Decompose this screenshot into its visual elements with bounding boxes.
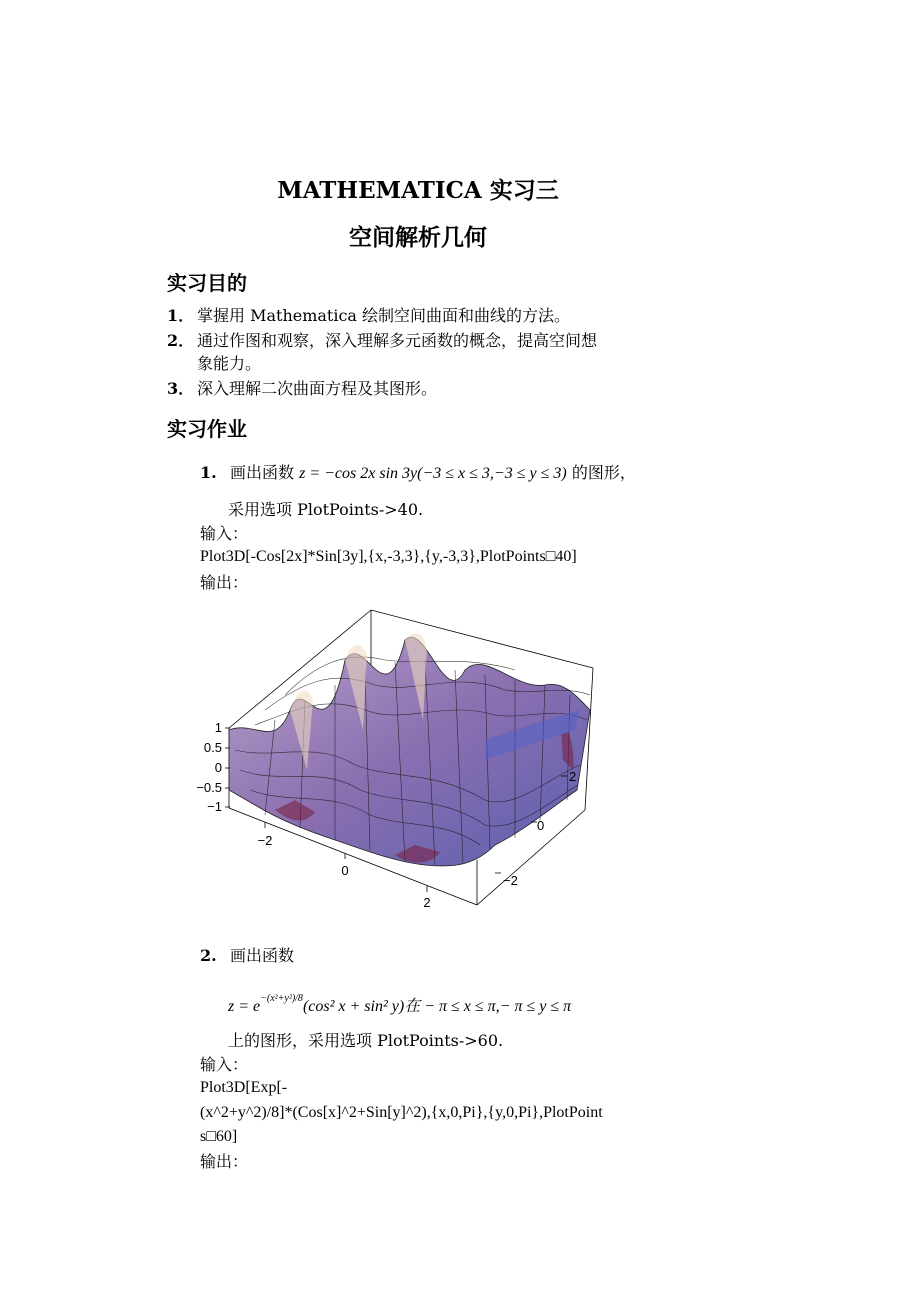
task1-code: Plot3D[-Cos[2x]*Sin[3y],{x,-3,3},{y,-3,3},PlotPoints□40] [200, 548, 577, 565]
task-prefix: 画出函数 [230, 946, 295, 965]
purpose-item-2 [167, 330, 597, 352]
z-tick-label: −0.5 [196, 780, 222, 795]
task2-input-label: 输入： [200, 1055, 249, 1074]
x-tick-label: 2 [423, 895, 431, 910]
formula-rhs: (cos² x + sin² y)在 − π ≤ x ≤ π,− π ≤ y ≤ π [302, 998, 572, 1015]
page-title: MATHEMATICA 实习三 [277, 177, 559, 204]
page-subtitle: 空间解析几何 [349, 225, 487, 251]
item-number: 3． [167, 379, 195, 398]
task2-line [200, 945, 294, 967]
formula-exponent: −(x²+y²)/8 [260, 992, 303, 1004]
task2-code-line: s□60] [200, 1128, 238, 1145]
formula-lhs: z = e [228, 998, 261, 1015]
purpose-item-1 [167, 305, 570, 327]
task1-output-label: 输出： [200, 573, 249, 592]
item-text: 深入理解二次曲面方程及其图形。 [197, 379, 438, 398]
task1-input-label: 输入： [200, 524, 249, 543]
z-tick-label: 0.5 [203, 740, 222, 755]
task2-code-line: (x^2+y^2)/8]*(Cos[x]^2+Sin[y]^2),{x,0,Pi},{y,0,Pi},PlotPoint [200, 1104, 603, 1121]
x-tick-label: −2 [257, 833, 273, 848]
surface-plot-3d [195, 600, 605, 915]
purpose-item-3 [167, 378, 437, 400]
item-number: 2． [167, 331, 195, 350]
task-suffix: 的图形， [571, 463, 636, 482]
task-number: 1. [200, 463, 217, 482]
task-number: 2. [200, 946, 217, 965]
purpose-item-2-cont: 象能力。 [197, 354, 262, 373]
y-tick-label: 0 [537, 818, 545, 833]
task2-formula [228, 993, 571, 1016]
z-tick-label: 0 [214, 760, 222, 775]
task1-option: 采用选项 PlotPoints->40. [228, 500, 424, 519]
x-tick-label: 0 [341, 863, 349, 878]
z-tick-label: −1 [207, 799, 222, 814]
task1-formula: z = −cos 2x sin 3y(−3 ≤ x ≤ 3,−3 ≤ y ≤ 3) [299, 465, 567, 482]
section-heading-purpose: 实习目的 [167, 271, 247, 295]
task2-option: 上的图形，采用选项 PlotPoints->60. [228, 1031, 504, 1050]
item-text: 掌握用 Mathematica 绘制空间曲面和曲线的方法。 [197, 306, 571, 325]
item-text: 通过作图和观察，深入理解多元函数的概念，提高空间想 [197, 331, 598, 350]
y-tick-label: −2 [503, 873, 518, 888]
y-tick-label: 2 [569, 769, 577, 784]
task1-line [200, 462, 636, 485]
z-tick-label: 1 [214, 720, 222, 735]
task2-output-label: 输出： [200, 1152, 249, 1171]
surface-body [229, 637, 590, 866]
task-prefix: 画出函数 [230, 463, 295, 482]
section-heading-homework: 实习作业 [167, 417, 247, 441]
item-number: 1． [167, 306, 195, 325]
task2-code-line: Plot3D[Exp[- [200, 1079, 288, 1096]
